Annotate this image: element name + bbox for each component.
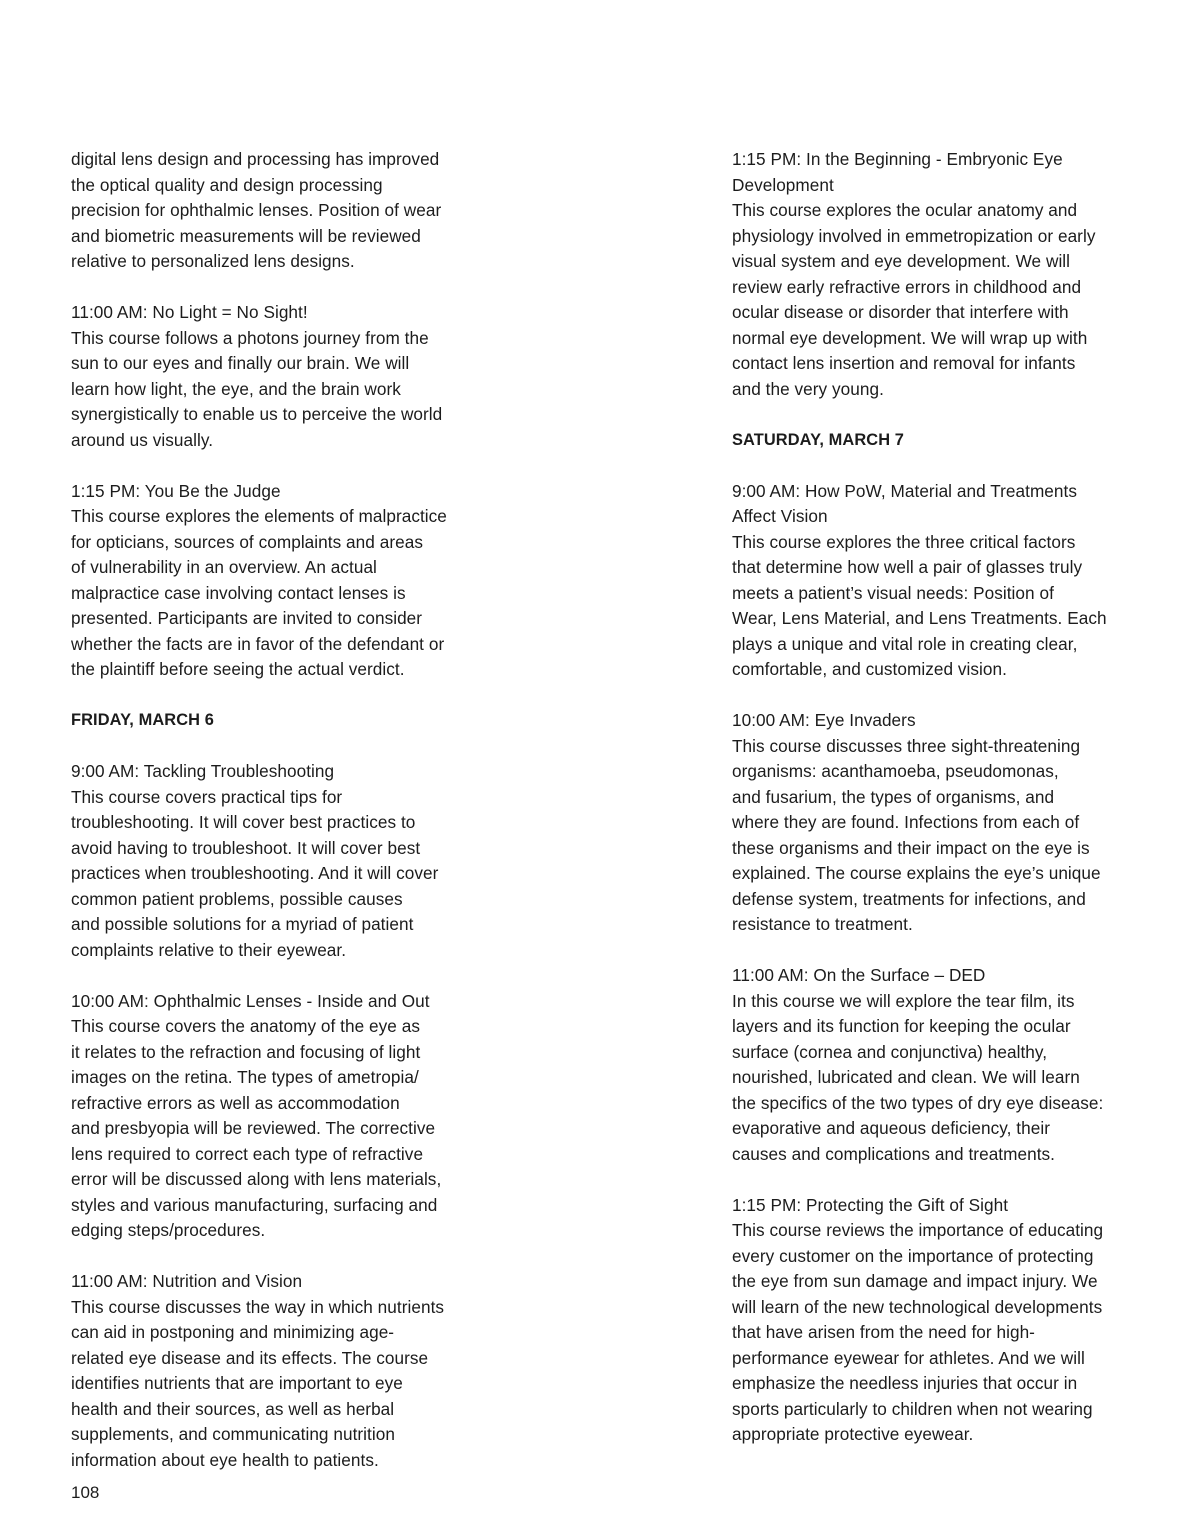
text-line: edging steps/procedures. — [71, 1220, 266, 1240]
text-line: styles and various manufacturing, surfacing and — [71, 1194, 438, 1215]
text-line: organisms: acanthamoeba, pseudomonas, — [732, 761, 1059, 781]
text-line: plays a unique and vital role in creating clear, — [732, 633, 1078, 654]
text-line: 9:00 AM: How PoW, Material and Treatments — [732, 480, 1077, 501]
text-line: will learn of the new technological developments — [732, 1296, 1103, 1317]
text-line: the optical quality and design processing — [71, 174, 383, 195]
text-line: visual system and eye development. We will — [732, 251, 1071, 271]
text-line: around us visually. — [71, 429, 214, 450]
text-line: normal eye development. We will wrap up with — [732, 327, 1088, 348]
text-line: images on the retina. The types of ametropia/ — [71, 1067, 419, 1087]
session-title: 11:00 AM: Nutrition and Vision — [71, 1271, 303, 1291]
text-line: This course explores the three critical factors — [732, 531, 1076, 552]
text-line: learn how light, the eye, and the brain work — [71, 378, 401, 399]
session-description — [732, 198, 1137, 402]
session-description — [71, 1295, 486, 1474]
right-column — [732, 147, 1137, 1448]
text-line: identifies nutrients that are important to eye — [71, 1373, 403, 1393]
text-line: evaporative and aqueous deficiency, their — [732, 1118, 1050, 1138]
session-title — [732, 479, 1137, 530]
text-line: This course covers practical tips for — [71, 786, 343, 807]
day-heading-saturday: SATURDAY, MARCH 7 — [732, 430, 904, 449]
text-line: 1:15 PM: In the Beginning - Embryonic Eye — [732, 149, 1063, 169]
session-title: 1:15 PM: You Be the Judge — [71, 480, 281, 501]
session-troubleshooting — [71, 759, 486, 963]
text-line: explained. The course explains the eye’s unique — [732, 863, 1101, 883]
session-description — [71, 326, 486, 454]
text-line: meets a patient’s visual needs: Position of — [732, 582, 1054, 603]
session-on-the-surface — [732, 963, 1137, 1167]
text-line: This course explores the elements of malpractice — [71, 506, 447, 526]
session-description — [732, 989, 1137, 1168]
text-line: digital lens design and processing has improved — [71, 149, 440, 169]
text-line: This course discusses three sight-threatening — [732, 735, 1081, 756]
text-line: supplements, and communicating nutrition — [71, 1424, 395, 1444]
text-line: Affect Vision — [732, 506, 828, 526]
text-line: presented. Participants are invited to consider — [71, 608, 423, 628]
session-ophthalmic-lenses — [71, 989, 486, 1244]
session-title: 10:00 AM: Ophthalmic Lenses - Inside and Out — [71, 990, 430, 1011]
text-line: common patient problems, possible causes — [71, 888, 403, 909]
text-line: related eye disease and its effects. The course — [71, 1347, 429, 1368]
text-line: sports particularly to children when not wearing — [732, 1398, 1093, 1419]
text-line: and biometric measurements will be reviewed — [71, 225, 421, 246]
text-line: resistance to treatment. — [732, 914, 913, 934]
intro-paragraph — [71, 147, 486, 275]
session-description — [732, 734, 1137, 938]
session-title: 9:00 AM: Tackling Troubleshooting — [71, 761, 335, 781]
text-line: review early refractive errors in childhood and — [732, 276, 1082, 297]
text-line: This course follows a photons journey from the — [71, 327, 429, 348]
text-line: Wear, Lens Material, and Lens Treatments. Each — [732, 608, 1107, 628]
left-column — [71, 147, 486, 1473]
text-line: This course reviews the importance of educating — [732, 1220, 1104, 1240]
session-title: 11:00 AM: On the Surface – DED — [732, 965, 986, 985]
text-line: error will be discussed along with lens materials, — [71, 1169, 442, 1189]
text-line: Development — [732, 174, 834, 195]
text-line: nourished, lubricated and clean. We will learn — [732, 1067, 1080, 1087]
text-line: for opticians, sources of complaints and areas — [71, 531, 423, 552]
text-line: can aid in postponing and minimizing age- — [71, 1322, 395, 1342]
text-line: comfortable, and customized vision. — [732, 659, 1007, 679]
text-line: physiology involved in emmetropization or early — [732, 225, 1096, 246]
text-line: defense system, treatments for infections, and — [732, 888, 1086, 909]
text-line: the eye from sun damage and impact injury. We — [732, 1271, 1098, 1291]
text-line: causes and complications and treatments. — [732, 1143, 1056, 1164]
session-description — [732, 1218, 1137, 1448]
session-description — [732, 530, 1137, 683]
text-line: and presbyopia will be reviewed. The corrective — [71, 1118, 436, 1138]
session-eye-invaders — [732, 708, 1137, 938]
text-line: of vulnerability in an overview. An actual — [71, 557, 377, 577]
session-description — [71, 785, 486, 964]
text-line: ocular disease or disorder that interfere with — [732, 302, 1069, 322]
text-line: appropriate protective eyewear. — [732, 1424, 974, 1444]
session-title: 11:00 AM: No Light = No Sight! — [71, 302, 308, 322]
session-title — [732, 147, 1137, 198]
text-line: information about eye health to patients. — [71, 1449, 379, 1470]
text-line: This course discusses the way in which nutrients — [71, 1296, 445, 1317]
text-line: surface (cornea and conjunctiva) healthy, — [732, 1041, 1048, 1062]
text-line: and fusarium, the types of organisms, and — [732, 786, 1055, 807]
text-line: relative to personalized lens designs. — [71, 251, 355, 271]
session-title: 1:15 PM: Protecting the Gift of Sight — [732, 1194, 1009, 1215]
session-you-be-the-judge — [71, 479, 486, 683]
text-line: precision for ophthalmic lenses. Position of wear — [71, 200, 442, 220]
text-line: that have arisen from the need for high- — [732, 1322, 1035, 1342]
text-line: refractive errors as well as accommodation — [71, 1092, 400, 1113]
text-line: layers and its function for keeping the ocular — [732, 1016, 1071, 1036]
text-line: sun to our eyes and finally our brain. We will — [71, 353, 410, 373]
page-number: 108 — [71, 1483, 100, 1502]
text-line: where they are found. Infections from each of — [732, 812, 1080, 832]
day-heading-friday: FRIDAY, MARCH 6 — [71, 711, 214, 729]
session-title: 10:00 AM: Eye Invaders — [732, 710, 916, 730]
text-line: troubleshooting. It will cover best practices to — [71, 812, 416, 832]
text-line: whether the facts are in favor of the defendant or — [71, 633, 445, 654]
text-line: health and their sources, as well as herbal — [71, 1398, 395, 1419]
text-line: every customer on the importance of protecting — [732, 1245, 1094, 1266]
text-line: practices when troubleshooting. And it will cover — [71, 863, 439, 883]
text-line: and the very young. — [732, 378, 884, 399]
text-line: malpractice case involving contact lenses is — [71, 582, 406, 603]
session-description — [71, 1014, 486, 1244]
session-gift-of-sight — [732, 1193, 1137, 1448]
session-no-light — [71, 300, 486, 453]
text-line: performance eyewear for athletes. And we will — [732, 1347, 1085, 1368]
text-line: the specifics of the two types of dry eye disease: — [732, 1092, 1104, 1113]
text-line: these organisms and their impact on the eye is — [732, 837, 1090, 858]
text-line: synergistically to enable us to perceive the world — [71, 404, 443, 424]
text-line: complaints relative to their eyewear. — [71, 939, 347, 960]
text-line: that determine how well a pair of glasses truly — [732, 557, 1083, 577]
session-in-the-beginning — [732, 147, 1137, 402]
session-pow-material-treatments — [732, 479, 1137, 683]
text-line: emphasize the needless injuries that occur in — [732, 1373, 1078, 1393]
text-line: the plaintiff before seeing the actual verdict. — [71, 659, 405, 679]
session-nutrition — [71, 1269, 486, 1473]
text-line: and possible solutions for a myriad of patient — [71, 914, 414, 934]
text-line: contact lens insertion and removal for infants — [732, 353, 1076, 373]
text-line: it relates to the refraction and focusing of light — [71, 1041, 421, 1062]
text-line: avoid having to troubleshoot. It will cover best — [71, 837, 421, 858]
text-line: This course explores the ocular anatomy and — [732, 200, 1078, 220]
session-description — [71, 504, 486, 683]
text-line: lens required to correct each type of refractive — [71, 1143, 424, 1164]
text-line: In this course we will explore the tear film, its — [732, 990, 1075, 1011]
text-line: This course covers the anatomy of the eye as — [71, 1016, 420, 1036]
